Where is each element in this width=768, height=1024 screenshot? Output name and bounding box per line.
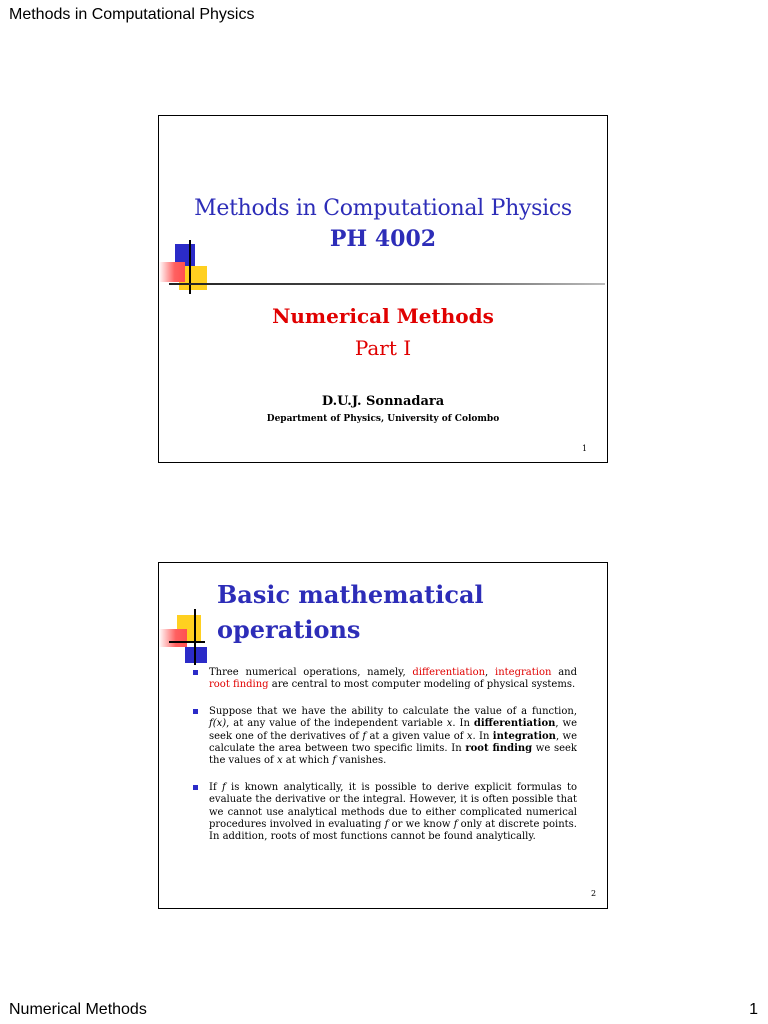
page-header: Methods in Computational Physics [9,6,255,23]
square-bullet-icon [193,785,198,790]
slide-number: 2 [591,889,597,898]
course-code: PH 4002 [329,226,437,252]
slide-part: Part I [354,336,412,360]
slide-1 [158,115,608,463]
list-item: If f is known analytically, it is possible to derive explicit formulas to evaluate the derivative or the integral. However, it is often possible that we cannot use analytical methods due to either complicated numerical procedures involved in evaluating f or we know f only at discrete points. In addition, roots of most functions cannot be found analytically. [193,782,577,844]
list-item: Suppose that we have the ability to calculate the value of a function, f(x), at any value of the independent variable x. In differentiation, we seek one of the derivatives of f at a given value of x. In integration, we calculate the area between two specific limits. In root finding we seek the values of x at which f vanishes. [193,706,577,768]
square-bullet-icon [193,670,198,675]
slide-title: Methods in Computational Physics [194,196,572,221]
page-number: 1 [749,1001,758,1018]
slide-subtitle: Numerical Methods [272,304,494,328]
square-bullet-icon [193,709,198,714]
slide-number: 1 [582,444,588,453]
page-footer-title: Numerical Methods [9,1001,147,1018]
slide-2 [158,562,608,909]
list-item: Three numerical operations, namely, differentiation, integration and root finding are central to most computer modeling of physical systems. [193,667,577,692]
author-name: D.U.J. Sonnadara [321,394,445,409]
author-affiliation: Department of Physics, University of Colombo [266,414,500,424]
bullet-list [193,667,577,858]
slide-title: Basic mathematical operations [217,580,484,644]
